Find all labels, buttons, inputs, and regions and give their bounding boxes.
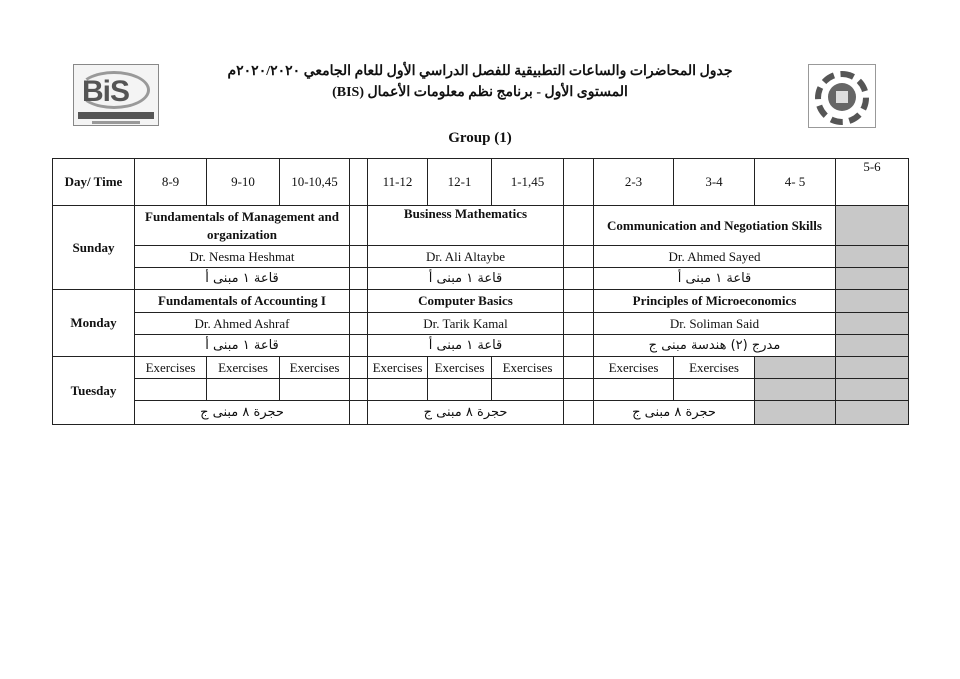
break-cell <box>564 357 594 379</box>
exercise-cell: Exercises <box>674 357 755 379</box>
time-slot: 11-12 <box>368 159 428 206</box>
group-label: Group (1) <box>448 130 512 146</box>
monday-course-row <box>53 290 909 313</box>
course-cell: Fundamentals of Accounting I <box>135 290 350 313</box>
exercise-cell: Exercises <box>428 357 492 379</box>
blank-cell <box>135 379 207 401</box>
blank-cell <box>368 379 428 401</box>
doctor-cell: Dr. Soliman Said <box>594 313 836 335</box>
room-cell: قاعة ١ مبنى أ <box>135 335 350 357</box>
tuesday-exercises-row <box>53 357 909 379</box>
monday-room-row <box>53 335 909 357</box>
blank-cell <box>428 379 492 401</box>
bis-logo-text: BiS <box>82 75 130 108</box>
exercise-cell: Exercises <box>280 357 350 379</box>
time-slot: 9-10 <box>207 159 280 206</box>
break-cell <box>350 335 368 357</box>
blank-cell <box>594 379 674 401</box>
time-slot: 4- 5 <box>755 159 836 206</box>
course-cell: Communication and Negotiation Skills <box>594 206 836 246</box>
course-cell: Fundamentals of Management and organization <box>135 206 350 246</box>
break-cell <box>564 268 594 290</box>
exercise-cell: Exercises <box>594 357 674 379</box>
empty-slot <box>755 401 836 425</box>
empty-slot <box>755 379 836 401</box>
break-cell <box>564 313 594 335</box>
sunday-course-row <box>53 206 909 246</box>
program-subtitle: المستوى الأول - برنامج نظم معلومات الأعمال (BIS) <box>332 85 628 100</box>
exercise-cell: Exercises <box>135 357 207 379</box>
blank-cell <box>492 379 564 401</box>
time-slot: 12-1 <box>428 159 492 206</box>
break-cell <box>350 246 368 268</box>
daytime-header: Day/ Time <box>53 159 135 206</box>
time-slot: 2-3 <box>594 159 674 206</box>
schedule-table <box>52 158 909 425</box>
empty-slot <box>836 401 909 425</box>
empty-slot <box>836 357 909 379</box>
exercise-cell: Exercises <box>368 357 428 379</box>
blank-cell <box>280 379 350 401</box>
doctor-cell: Dr. Tarik Kamal <box>368 313 564 335</box>
break-cell <box>350 357 368 379</box>
break-cell <box>564 290 594 313</box>
course-cell: Computer Basics <box>368 290 564 313</box>
empty-slot <box>836 335 909 357</box>
university-gear-logo <box>808 64 876 128</box>
header-row <box>53 159 909 206</box>
doctor-cell: Dr. Ali Altaybe <box>368 246 564 268</box>
room-cell: قاعة ١ مبنى أ <box>368 335 564 357</box>
break-cell <box>564 335 594 357</box>
course-cell: Principles of Microeconomics <box>594 290 836 313</box>
day-label-monday: Monday <box>53 290 135 357</box>
room-cell: حجرة ٨ مبنى ج <box>135 401 350 425</box>
break-cell <box>350 206 368 246</box>
day-label-sunday: Sunday <box>53 206 135 290</box>
break-column <box>350 159 368 206</box>
sunday-doctor-row <box>53 246 909 268</box>
break-cell <box>350 290 368 313</box>
break-cell <box>564 246 594 268</box>
blank-cell <box>674 379 755 401</box>
empty-slot <box>755 357 836 379</box>
day-label-tuesday: Tuesday <box>53 357 135 425</box>
room-cell: قاعة ١ مبنى أ <box>368 268 564 290</box>
exercise-cell: Exercises <box>207 357 280 379</box>
break-cell <box>564 206 594 246</box>
room-cell: قاعة ١ مبنى أ <box>135 268 350 290</box>
break-column <box>564 159 594 206</box>
break-cell <box>350 379 368 401</box>
empty-slot <box>836 290 909 313</box>
monday-doctor-row <box>53 313 909 335</box>
room-cell: حجرة ٨ مبنى ج <box>594 401 755 425</box>
break-cell <box>564 401 594 425</box>
time-slot: 8-9 <box>135 159 207 206</box>
time-slot: 1-1,45 <box>492 159 564 206</box>
doctor-cell: Dr. Ahmed Ashraf <box>135 313 350 335</box>
time-slot: 10-10,45 <box>280 159 350 206</box>
schedule-title: جدول المحاضرات والساعات التطبيقية للفصل الدراسي الأول للعام الجامعي ٢٠٢٠/٢٠٢٠م <box>227 64 733 79</box>
sunday-room-row <box>53 268 909 290</box>
time-slot: 3-4 <box>674 159 755 206</box>
time-slot: 5-6 <box>836 159 909 206</box>
break-cell <box>564 379 594 401</box>
logo-band <box>78 112 154 119</box>
empty-slot <box>836 313 909 335</box>
logo-band-small <box>92 121 140 124</box>
bis-logo <box>73 64 159 126</box>
empty-slot <box>836 379 909 401</box>
tuesday-room-row <box>53 401 909 425</box>
empty-slot <box>836 246 909 268</box>
empty-slot <box>836 206 909 246</box>
doctor-cell: Dr. Ahmed Sayed <box>594 246 836 268</box>
room-cell: قاعة ١ مبنى أ <box>594 268 836 290</box>
break-cell <box>350 401 368 425</box>
course-cell: Business Mathematics <box>368 206 564 246</box>
doctor-cell: Dr. Nesma Heshmat <box>135 246 350 268</box>
room-cell: حجرة ٨ مبنى ج <box>368 401 564 425</box>
blank-cell <box>207 379 280 401</box>
empty-slot <box>836 268 909 290</box>
room-cell: مدرج (٢) هندسة مبنى ج <box>594 335 836 357</box>
break-cell <box>350 268 368 290</box>
tuesday-blank-row <box>53 379 909 401</box>
exercise-cell: Exercises <box>492 357 564 379</box>
break-cell <box>350 313 368 335</box>
emblem-mark <box>836 91 848 103</box>
